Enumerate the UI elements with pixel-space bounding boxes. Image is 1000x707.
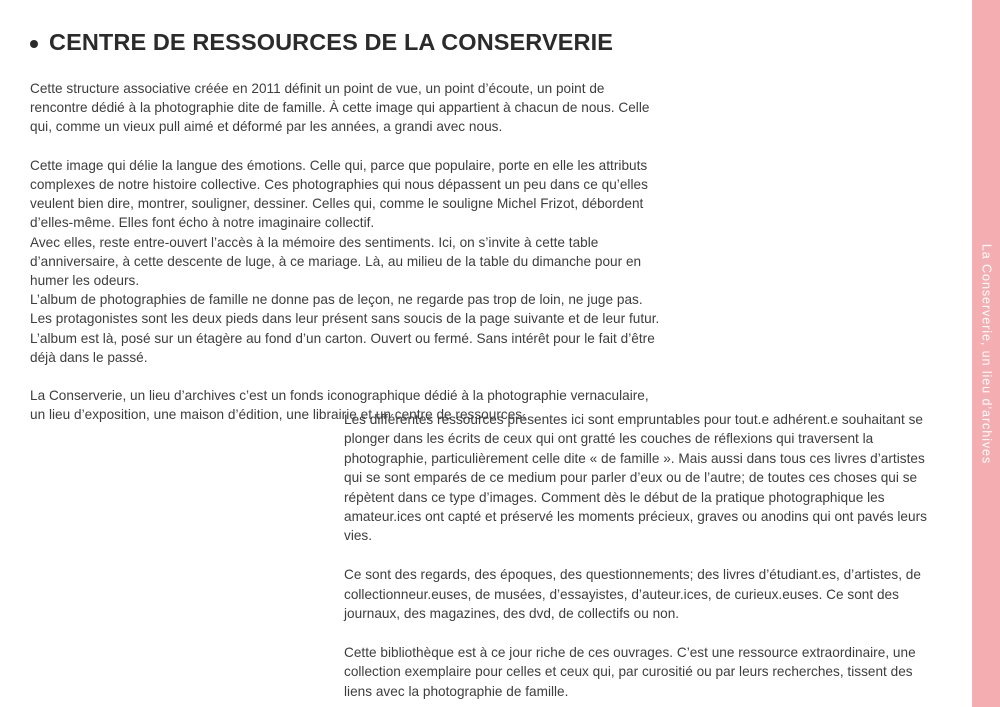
paragraph: Avec elles, reste entre-ouvert l’accès à la mémoire des sentiments. Ici, on s’invite à cette table d’anniversaire, à cette descente de luge, à ce mariage. Là, au milieu de la table du dimanche pour en humer les odeurs.	[30, 234, 642, 289]
right-text-column	[344, 410, 940, 701]
left-text-column	[30, 79, 662, 425]
paragraph: L’album de photographies de famille ne donne pas de leçon, ne regarde pas trop de loin, ne juge pas. Les protagonistes sont les deux pieds dans leur présent sans soucis de la page suivante et de leur futur. L’album est là, posé sur un étagère au fond d’un carton. Ouvert ou fermé. Sans intérêt pour le fait d’être déjà dans le passé.	[30, 292, 660, 365]
paragraph: Cette image qui délie la langue des émotions. Celle qui, parce que populaire, porte en elle les attributs complexes de notre histoire collective. Ces photographies qui nous dépassent un peu dans ce qu’elles veulent bien dire, montrer, souligner, dessiner. Celles qui, comme le souligne Michel Frizot, débordent d’elles-même. Elles font écho à notre imaginaire collectif.	[30, 157, 648, 231]
paragraph: Ce sont des regards, des époques, des questionnements; des livres d’étudiant.es, d’artistes, de collectionneur.euses, de musées, d’essayistes, d’auteur.ices, de curieux.euses. Ce sont des journaux, des magazines, des dvd, de collectifs ou non.	[344, 567, 921, 622]
page-title-text: CENTRE DE RESSOURCES DE LA CONSERVERIE	[49, 29, 613, 55]
paragraph: Cette structure associative créée en 2011 définit un point de vue, un point d’écoute, un point de rencontre dédié à la photographie dite de famille. À cette image qui appartient à chacun de nous. Celle qui, comme un vieux pull aimé et déformé par les années, a grandi avec nous.	[30, 81, 650, 135]
side-band-label: La Conserverie, un lieu d’archives	[979, 243, 994, 464]
side-band	[972, 0, 1000, 707]
paragraph: Cette bibliothèque est à ce jour riche de ces ouvrages. C’est une ressource extraordinaire, une collection exemplaire pour celles et ceux qui, par curositié ou par leurs recherches, tissent des liens avec la photographie de famille.	[344, 644, 916, 699]
paragraph: La Conserverie, un lieu d’archives c’est un fonds iconographique dédié à la photographie vernaculaire, un lieu d’exposition, une maison d’édition, une librairie et un centre de ressources.	[30, 388, 649, 423]
page-title	[30, 31, 613, 55]
paragraph: Les différentes ressources présentes ici sont empruntables pour tout.e adhérent.e souhaitant se plonger dans les écrits de ceux qui ont gratté les couches de réflexions qui traversent la photographie, particulièrement celle dite « de famille ». Mais aussi dans tous ces livres d’artistes qui se sont emparés de ce medium pour parler d’eux ou de l’autre; de toutes ces choses qui se répètent dans ce type d’images. Comment dès le début de la pratique photographique les amateur.ices ont capté et préservé les moments précieux, graves ou anodins qui ont pavés leurs vies.	[344, 412, 927, 544]
bullet-icon	[30, 40, 38, 48]
